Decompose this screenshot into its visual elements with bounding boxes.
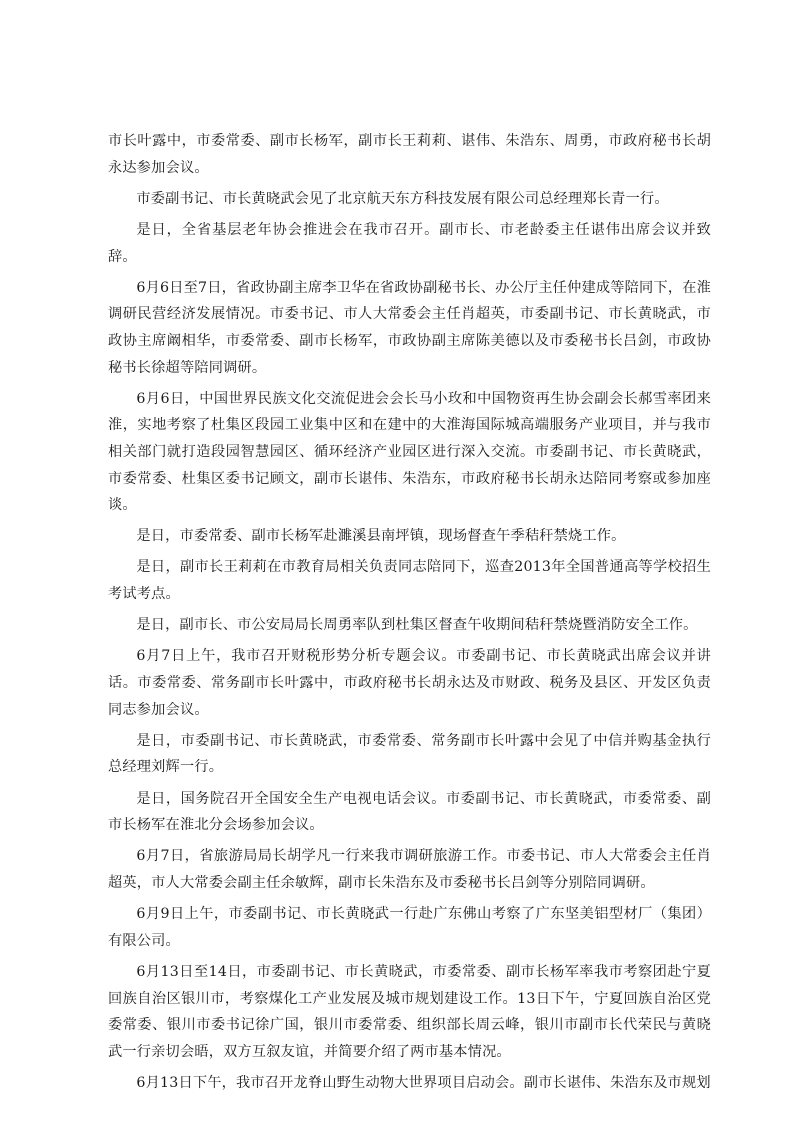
paragraph: 是日，全省基层老年协会推进会在我市召开。副市长、市老龄委主任谌伟出席会议并致辞。 <box>108 221 711 265</box>
paragraph: 6月7日，省旅游局局长胡学凡一行来我市调研旅游工作。市委书记、市人大常委会主任肖超英，市人大常委会副主任余敏辉，副市长朱浩东及市委秘书长吕剑等分别陪同调研。 <box>108 848 711 891</box>
paragraph: 6月9日上午，市委副书记、市长黄晓武一行赴广东佛山考察了广东坚美铝型材厂（集团）有限公司。 <box>108 906 711 949</box>
paragraph: 6月7日上午，我市召开财税形势分析专题会议。市委副书记、市长黄晓武出席会议并讲话。市委常委、常务副市长叶露中，市政府秘书长胡永达及市财政、税务及县区、开发区负责同志参加会议。 <box>108 648 711 718</box>
paragraph: 6月6日，中国世界民族文化交流促进会会长马小玫和中国物资再生协会副会长郝雪率团来淮，实地考察了杜集区段园工业集中区和在建中的大淮海国际城高端服务产业项目，并与我市相关部门就打造段园智慧园区、循环经济产业园区进行深入交流。市委副书记、市长黄晓武，市委常委、杜集区委书记顾文，副市长谌伟、朱浩东，市政府秘书长胡永达陪同考察或参加座谈。 <box>108 390 711 514</box>
document-page <box>108 128 711 1101</box>
paragraph: 6月6日至7日，省政协副主席李卫华在省政协副秘书长、办公厅主任仲建成等陪同下，在淮调研民营经济发展情况。市委书记、市人大常委会主任肖超英，市委副书记、市长黄晓武，市政协主席阚相华，市委常委、副市长杨军，市政协副主席陈美德以及市委秘书长吕剑，市政协秘书长徐超等陪同调研。 <box>108 279 711 376</box>
paragraph: 市长叶露中，市委常委、副市长杨军，副市长王莉莉、谌伟、朱浩东、周勇，市政府秘书长胡永达参加会议。 <box>108 133 711 176</box>
paragraph: 6月13日至14日，市委副书记、市长黄晓武，市委常委、副市长杨军率我市考察团赴宁夏回族自治区银川市，考察煤化工产业发展及城市规划建设工作。13日下午，宁夏回族自治区党委常委、银川市委书记徐广国，银川市委常委、组织部长周云峰，银川市副市长代荣民与黄晓武一行亲切会晤，双方互叙友谊，并简要介绍了两市基本情况。 <box>108 963 711 1060</box>
paragraph: 是日，市委副书记、市长黄晓武，市委常委、常务副市长叶露中会见了中信并购基金执行总经理刘辉一行。 <box>108 732 711 776</box>
paragraph: 是日，副市长、市公安局局长周勇率队到杜集区督查午收期间秸秆禁烧暨消防安全工作。 <box>136 617 698 634</box>
paragraph: 是日，副市长王莉莉在市教育局相关负责同志陪同下，巡查2013年全国普通高等学校招生考试考点。 <box>108 559 711 603</box>
paragraph: 是日，市委常委、副市长杨军赴濉溪县南坪镇，现场督查午季秸秆禁烧工作。 <box>136 528 626 545</box>
paragraph: 市委副书记、市长黄晓武会见了北京航天东方科技发展有限公司总经理郑长青一行。 <box>136 190 669 207</box>
paragraph: 6月13日下午，我市召开龙脊山野生动物大世界项目启动会。副市长谌伟、朱浩东及市规划 <box>136 1074 711 1091</box>
paragraph: 是日，国务院召开全国安全生产电视电话会议。市委副书记、市长黄晓武，市委常委、副市长杨军在淮北分会场参加会议。 <box>108 790 711 834</box>
